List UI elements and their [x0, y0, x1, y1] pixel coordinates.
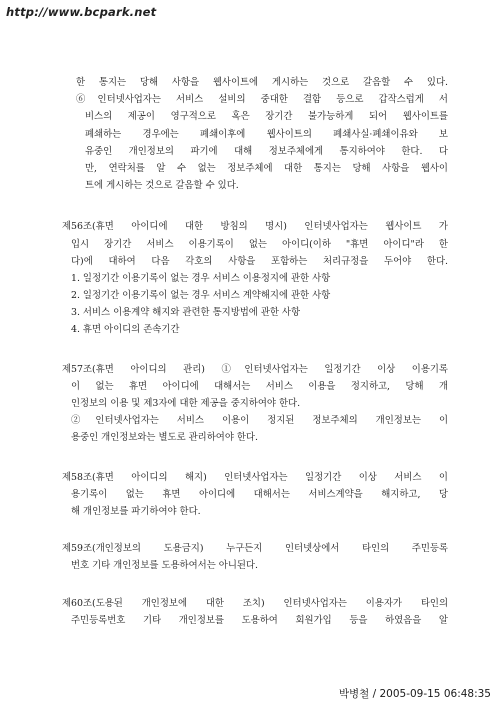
text-line: ②인터넷사업자는 서비스 이용이 정지된 정보주체의 개인정보는 이 [71, 415, 448, 427]
text-line: 주민등록번호 기타 개인정보를 도용하여 회원가입 등을 하였음을 알 [71, 614, 448, 626]
article-heading-line: 제60조(도용된 개인정보에 대한 조치) 인터넷사업자는 이용자가 타인의 [62, 597, 448, 609]
list-item: 1. 일정기간 이용기록이 없는 경우 서비스 이용정지에 관한 사항 [71, 272, 331, 284]
author-timestamp: 박병철 / 2005-09-15 06:48:35 [338, 688, 491, 700]
text-line: 비스의 제공이 영구적으로 혹은 장기간 불가능하게 되어 웹사이트를 [85, 111, 448, 123]
text-line: 입시 장기간 서비스 이용기록이 없는 아이디(이하 "휴면 아이디"라 한 [71, 238, 448, 250]
article-heading-line: 제57조(휴면 아이디의 관리) ①인터넷사업자는 일정기간 이상 이용기록 [62, 363, 448, 375]
text-line: 한 통지는 당해 사항을 웹사이트에 게시하는 것으로 갈음할 수 있다. [76, 77, 448, 88]
article-59 [62, 540, 448, 574]
text-line: 만, 연락처를 알 수 없는 정보주체에 대한 통지는 당해 사항을 웹사이 [85, 162, 448, 174]
text-line: 폐쇄하는 경우에는 폐쇄이후에 웹사이트의 폐쇄사실·폐쇄이유와 보 [85, 128, 448, 140]
text-line: 인정보의 이용 및 제3자에 대한 제공을 중지하여야 한다. [71, 398, 301, 409]
article-heading-line: 제58조(휴면 아이디의 해지) 인터넷사업자는 일정기간 이상 서비스 이 [62, 471, 448, 483]
text-line: 트에 게시하는 것으로 갈음할 수 있다. [85, 180, 239, 192]
text-line: 이 없는 휴면 아이디에 대해서는 서비스 이용을 정지하고, 당해 개 [71, 380, 448, 392]
text-line: 유중인 개인정보의 파기에 대해 정보주체에게 통지하여야 한다. 다 [85, 145, 448, 157]
site-watermark: http://www.bcpark.net [6, 5, 157, 19]
text-line: 해 개인정보를 파기하여야 한다. [71, 505, 201, 517]
article-heading-line: 제56조(휴면 아이디에 대한 방침의 명시) 인터넷사업자는 웹사이트 가 [62, 221, 448, 233]
list-item: 3. 서비스 이용계약 해지와 관련한 통지방법에 관한 사항 [71, 307, 301, 319]
list-item: 2. 일정기간 이용기록이 없는 경우 서비스 계약해지에 관한 사항 [71, 290, 331, 302]
document-body [62, 74, 448, 629]
text-line: ⑥인터넷사업자는 서비스 설비의 중대한 결함 등으로 갑작스럽게 서 [76, 94, 448, 106]
text-line: 용중인 개인정보와는 별도로 관리하여야 한다. [71, 432, 258, 444]
article-60 [62, 595, 448, 629]
list-item: 4. 휴면 아이디의 존속기간 [71, 324, 180, 336]
text-line: 용기록이 없는 휴면 아이디에 대해서는 서비스계약을 해지하고, 당 [71, 488, 448, 500]
text-line: 다)에 대하여 다음 각호의 사항을 포함하는 처리규정을 두어야 한다. [71, 255, 448, 267]
article-58 [62, 469, 448, 521]
paragraph-continuation [76, 74, 448, 194]
article-heading-line: 제59조(개인정보의 도용금지) 누구든지 인터넷상에서 타인의 주민등록 [62, 543, 448, 555]
text-line: 번호 기타 개인정보를 도용하여서는 아니된다. [71, 560, 258, 572]
article-57 [62, 361, 448, 447]
article-56 [62, 218, 448, 338]
